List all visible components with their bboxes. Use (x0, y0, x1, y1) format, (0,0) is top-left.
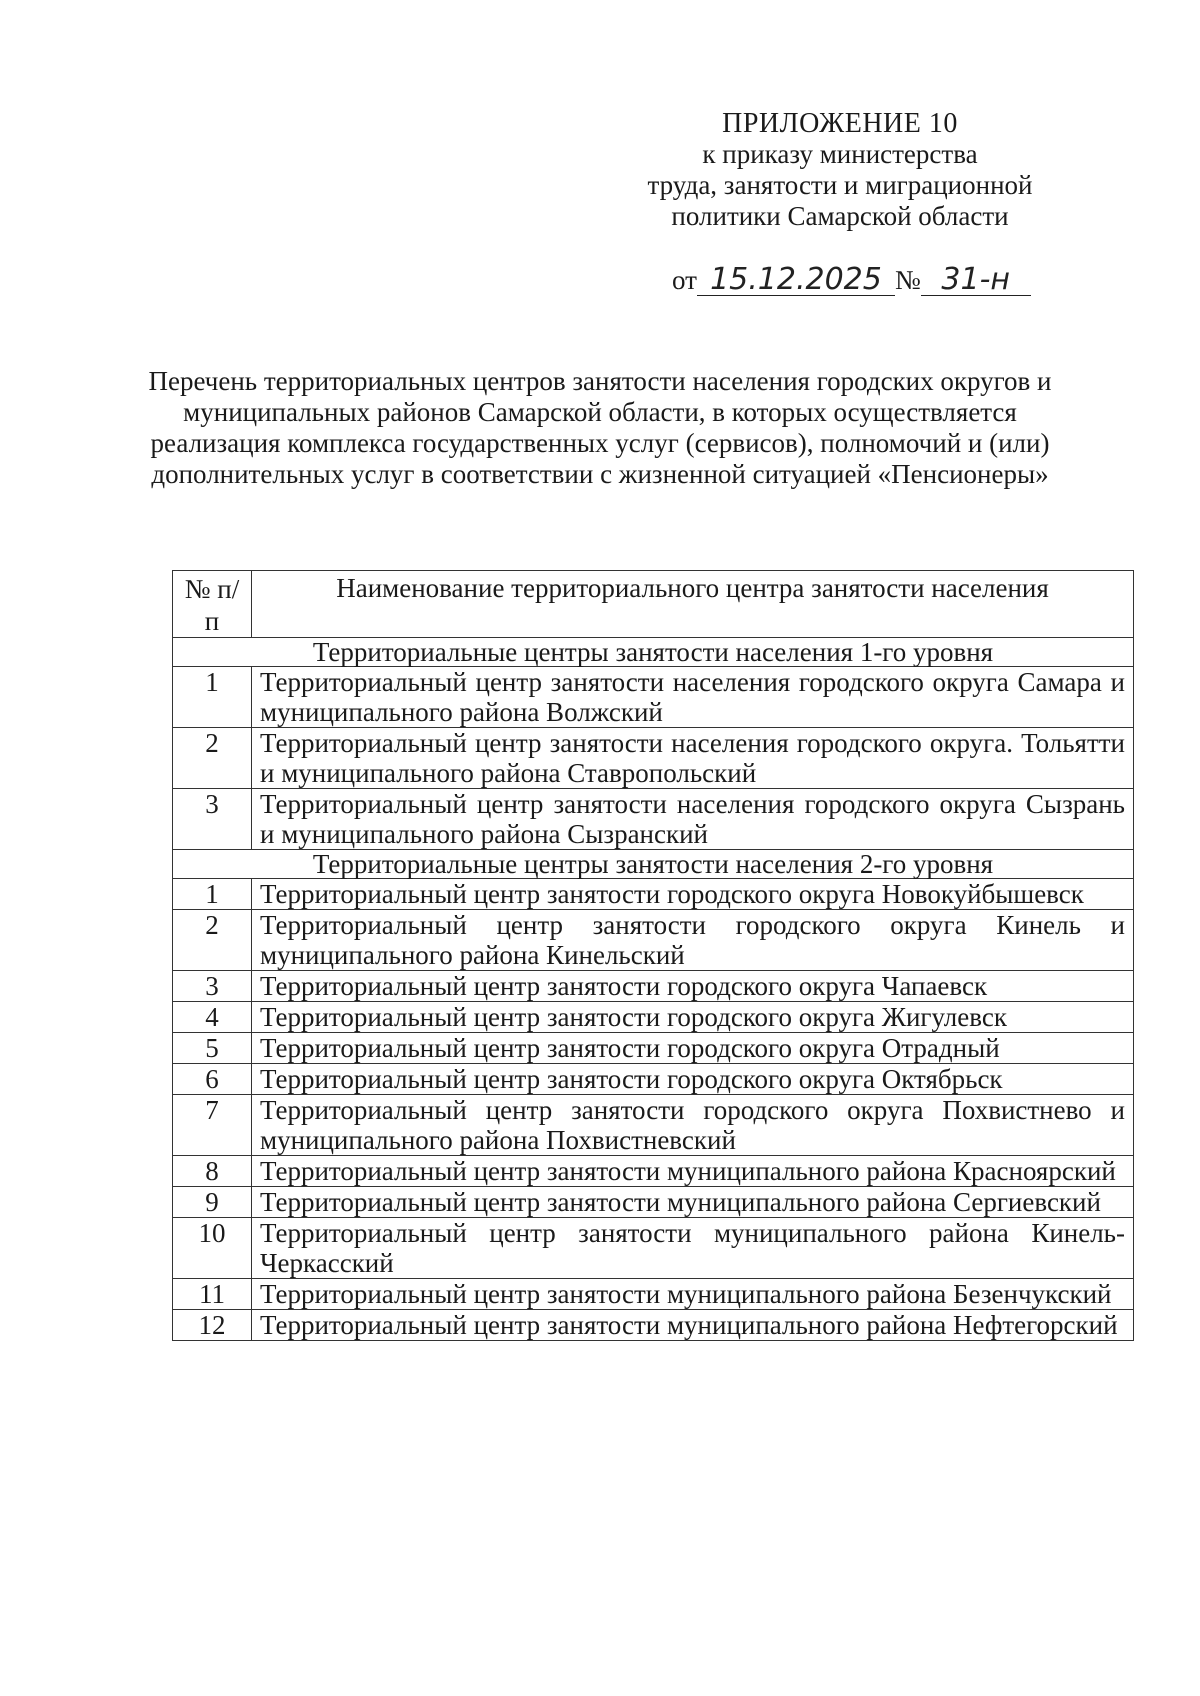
table-row (173, 1095, 1134, 1156)
table-row (173, 789, 1134, 850)
order-reference (672, 262, 1031, 297)
order-prefix: от (672, 265, 697, 295)
table-row (173, 971, 1134, 1002)
table-row (173, 728, 1134, 789)
row-name: Территориальный центр занятости городского округа Новокуйбышевск (252, 879, 1134, 910)
table-row (173, 910, 1134, 971)
table-row (173, 1187, 1134, 1218)
header-number: № п/п (173, 571, 252, 638)
section-title: Территориальные центры занятости населения 1-го уровня (173, 638, 1134, 667)
appendix-line-3: политики Самарской области (671, 201, 1009, 231)
appendix-header (620, 108, 1060, 232)
row-number: 8 (173, 1156, 252, 1187)
row-number: 4 (173, 1002, 252, 1033)
row-name: Территориальный центр занятости муниципального района Сергиевский (252, 1187, 1134, 1218)
row-name: Территориальный центр занятости муниципального района Нефтегорский (252, 1310, 1134, 1341)
row-name: Территориальный центр занятости населения городского округа. Тольятти и муниципального района Ставропольский (252, 728, 1134, 789)
section-row (173, 638, 1134, 667)
row-number: 3 (173, 789, 252, 850)
section-title: Территориальные центры занятости населения 2-го уровня (173, 850, 1134, 879)
row-number: 1 (173, 667, 252, 728)
table-row (173, 1279, 1134, 1310)
row-name: Территориальный центр занятости городского округа Октябрьск (252, 1064, 1134, 1095)
appendix-line-2: труда, занятости и миграционной (647, 170, 1033, 200)
row-name: Территориальный центр занятости муниципального района Красноярский (252, 1156, 1134, 1187)
row-name: Территориальный центр занятости городского округа Чапаевск (252, 971, 1134, 1002)
row-name: Территориальный центр занятости городского округа Похвистнево и муниципального района Похвистневский (252, 1095, 1134, 1156)
row-number: 9 (173, 1187, 252, 1218)
appendix-title: ПРИЛОЖЕНИЕ 10 (722, 108, 958, 139)
row-number: 12 (173, 1310, 252, 1341)
table-row (173, 1156, 1134, 1187)
document-title: Перечень территориальных центров занятости населения городских округов и муниципальных районов Самарской области, в которых осуществляется реализация комплекса государственных услуг (сервисов), полномочий и (или) дополнительных услуг в соответствии с жизненной ситуацией «Пенсионеры» (148, 366, 1052, 489)
order-number-sign: № (894, 265, 921, 295)
row-number: 10 (173, 1218, 252, 1279)
row-name: Территориальный центр занятости городского округа Отрадный (252, 1033, 1134, 1064)
row-name: Территориальный центр занятости муниципального района Безенчукский (252, 1279, 1134, 1310)
row-number: 6 (173, 1064, 252, 1095)
row-number: 11 (173, 1279, 252, 1310)
centers-table (172, 570, 1134, 1341)
appendix-line-1: к приказу министерства (702, 139, 978, 169)
row-name: Территориальный центр занятости городского округа Жигулевск (252, 1002, 1134, 1033)
order-number: 31-н (921, 265, 1031, 296)
table-row (173, 1064, 1134, 1095)
row-name: Территориальный центр занятости населения городского округа Самара и муниципального района Волжский (252, 667, 1134, 728)
table-row (173, 1218, 1134, 1279)
row-name: Территориальный центр занятости городского округа Кинель и муниципального района Кинельский (252, 910, 1134, 971)
row-name: Территориальный центр занятости муниципального района Кинель-Черкасский (252, 1218, 1134, 1279)
section-row (173, 850, 1134, 879)
row-number: 3 (173, 971, 252, 1002)
table-row (173, 1310, 1134, 1341)
table-row (173, 1002, 1134, 1033)
row-number: 1 (173, 879, 252, 910)
order-date: 15.12.2025 (697, 265, 895, 296)
row-number: 2 (173, 910, 252, 971)
table-body (173, 638, 1134, 1341)
row-number: 5 (173, 1033, 252, 1064)
table-row (173, 1033, 1134, 1064)
table-row (173, 667, 1134, 728)
row-number: 7 (173, 1095, 252, 1156)
header-name: Наименование территориального центра занятости населения (252, 571, 1134, 638)
row-name: Территориальный центр занятости населения городского округа Сызрань и муниципального района Сызранский (252, 789, 1134, 850)
row-number: 2 (173, 728, 252, 789)
table-row (173, 879, 1134, 910)
table-header-row (173, 571, 1134, 638)
